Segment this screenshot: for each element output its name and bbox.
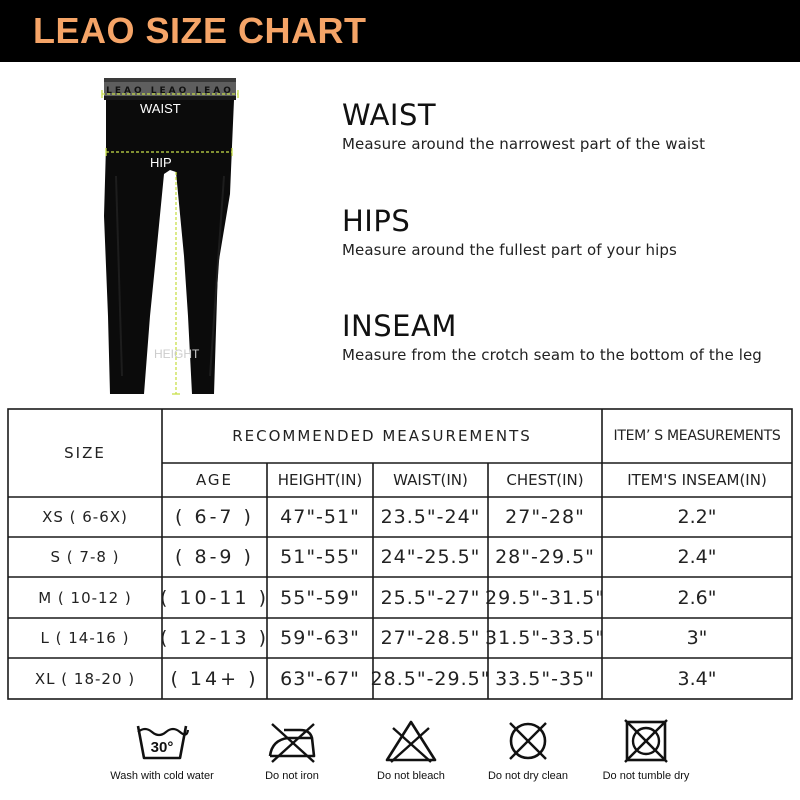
table-cell-waist: 27"-28.5" <box>380 627 481 649</box>
table-cell-height: 55"-59" <box>280 586 360 609</box>
table-cell-waist: 25.5"-27" <box>380 586 481 609</box>
header-size: SIZE <box>64 444 106 462</box>
guide-inseam <box>342 310 762 364</box>
table-cell-waist: 28.5"-29.5" <box>370 667 491 690</box>
waistband-logo-text: LEAO LEAO LEAO <box>106 86 234 96</box>
guide-hips-heading: HIPS <box>342 204 411 238</box>
header-chest: CHEST(IN) <box>506 471 584 489</box>
table-cell-age: ( 12-13 ) <box>159 627 270 649</box>
leggings-illustration <box>96 76 246 398</box>
table-cell-chest: 29.5"-31.5" <box>485 586 605 609</box>
care-no-tumble-dry <box>576 718 716 782</box>
height-label: HEIGHT <box>154 347 200 361</box>
header-recommended: RECOMMENDED MEASUREMENTS <box>232 427 532 445</box>
row-size-xl: XL ( 18-20 ) <box>34 669 136 688</box>
no-iron-icon <box>262 718 322 764</box>
table-cell-age: ( 10-11 ) <box>159 586 270 609</box>
header-waist: WAIST(IN) <box>393 471 468 489</box>
header-item-measurements: ITEM’ S MEASUREMENTS <box>613 428 781 444</box>
no-bleach-icon <box>381 718 441 764</box>
table-cell-inseam: 2.4" <box>677 546 717 568</box>
table-cell-chest: 27"-28" <box>505 506 585 528</box>
row-size-s: S ( 7-8 ) <box>50 548 120 566</box>
svg-text:30°: 30° <box>150 739 174 756</box>
row-size-xs: XS ( 6-6X) <box>42 508 128 526</box>
care-label-wash: Wash with cold water <box>110 770 214 782</box>
care-label-dry-clean: Do not dry clean <box>487 770 569 782</box>
care-label-bleach: Do not bleach <box>377 770 445 782</box>
no-tumble-dry-icon <box>616 718 676 764</box>
table-cell-height: 47"-51" <box>280 506 360 528</box>
header-height: HEIGHT(IN) <box>277 471 363 489</box>
table-cell-inseam: 3.4" <box>677 667 717 690</box>
table-cell-chest: 28"-29.5" <box>495 546 595 568</box>
header-inseam: ITEM'S INSEAM(IN) <box>627 471 767 489</box>
care-label-tumble-dry: Do not tumble dry <box>602 770 690 782</box>
guide-waist <box>342 99 705 153</box>
table-cell-age: ( 8-9 ) <box>175 546 254 568</box>
table-cell-height: 59"-63" <box>280 627 360 649</box>
guide-waist-heading: WAIST <box>342 98 437 132</box>
guide-hips <box>342 205 677 259</box>
table-cell-chest: 33.5"-35" <box>495 667 595 690</box>
guide-hips-desc: Measure around the fullest part of your hips <box>342 241 677 259</box>
wash-cold-icon <box>132 718 192 764</box>
table-cell-inseam: 2.2" <box>677 506 717 528</box>
care-label-iron: Do not iron <box>265 770 319 782</box>
guide-waist-desc: Measure around the narrowest part of the waist <box>342 135 706 153</box>
page-title: LEAO SIZE CHART <box>33 10 367 51</box>
waist-label: WAIST <box>140 101 181 116</box>
hip-label: HIP <box>150 155 172 170</box>
table-cell-chest: 31.5"-33.5" <box>485 627 605 649</box>
size-table <box>7 408 793 700</box>
row-size-l: L ( 14-16 ) <box>40 629 130 647</box>
table-cell-inseam: 2.6" <box>677 586 717 609</box>
header-age: AGE <box>195 471 234 489</box>
table-cell-waist: 24"-25.5" <box>380 546 481 568</box>
table-cell-age: ( 14+ ) <box>170 667 259 690</box>
guide-inseam-desc: Measure from the crotch seam to the bottom of the leg <box>342 346 762 364</box>
table-cell-height: 51"-55" <box>280 546 360 568</box>
header-bar <box>0 0 800 62</box>
table-cell-waist: 23.5"-24" <box>380 506 481 528</box>
table-cell-inseam: 3" <box>686 627 708 649</box>
care-wash-cold <box>92 718 232 782</box>
table-cell-age: ( 6-7 ) <box>175 506 254 528</box>
guide-inseam-heading: INSEAM <box>342 309 457 343</box>
table-cell-height: 63"-67" <box>280 667 360 690</box>
row-size-m: M ( 10-12 ) <box>38 588 132 607</box>
no-dry-clean-icon <box>498 718 558 764</box>
